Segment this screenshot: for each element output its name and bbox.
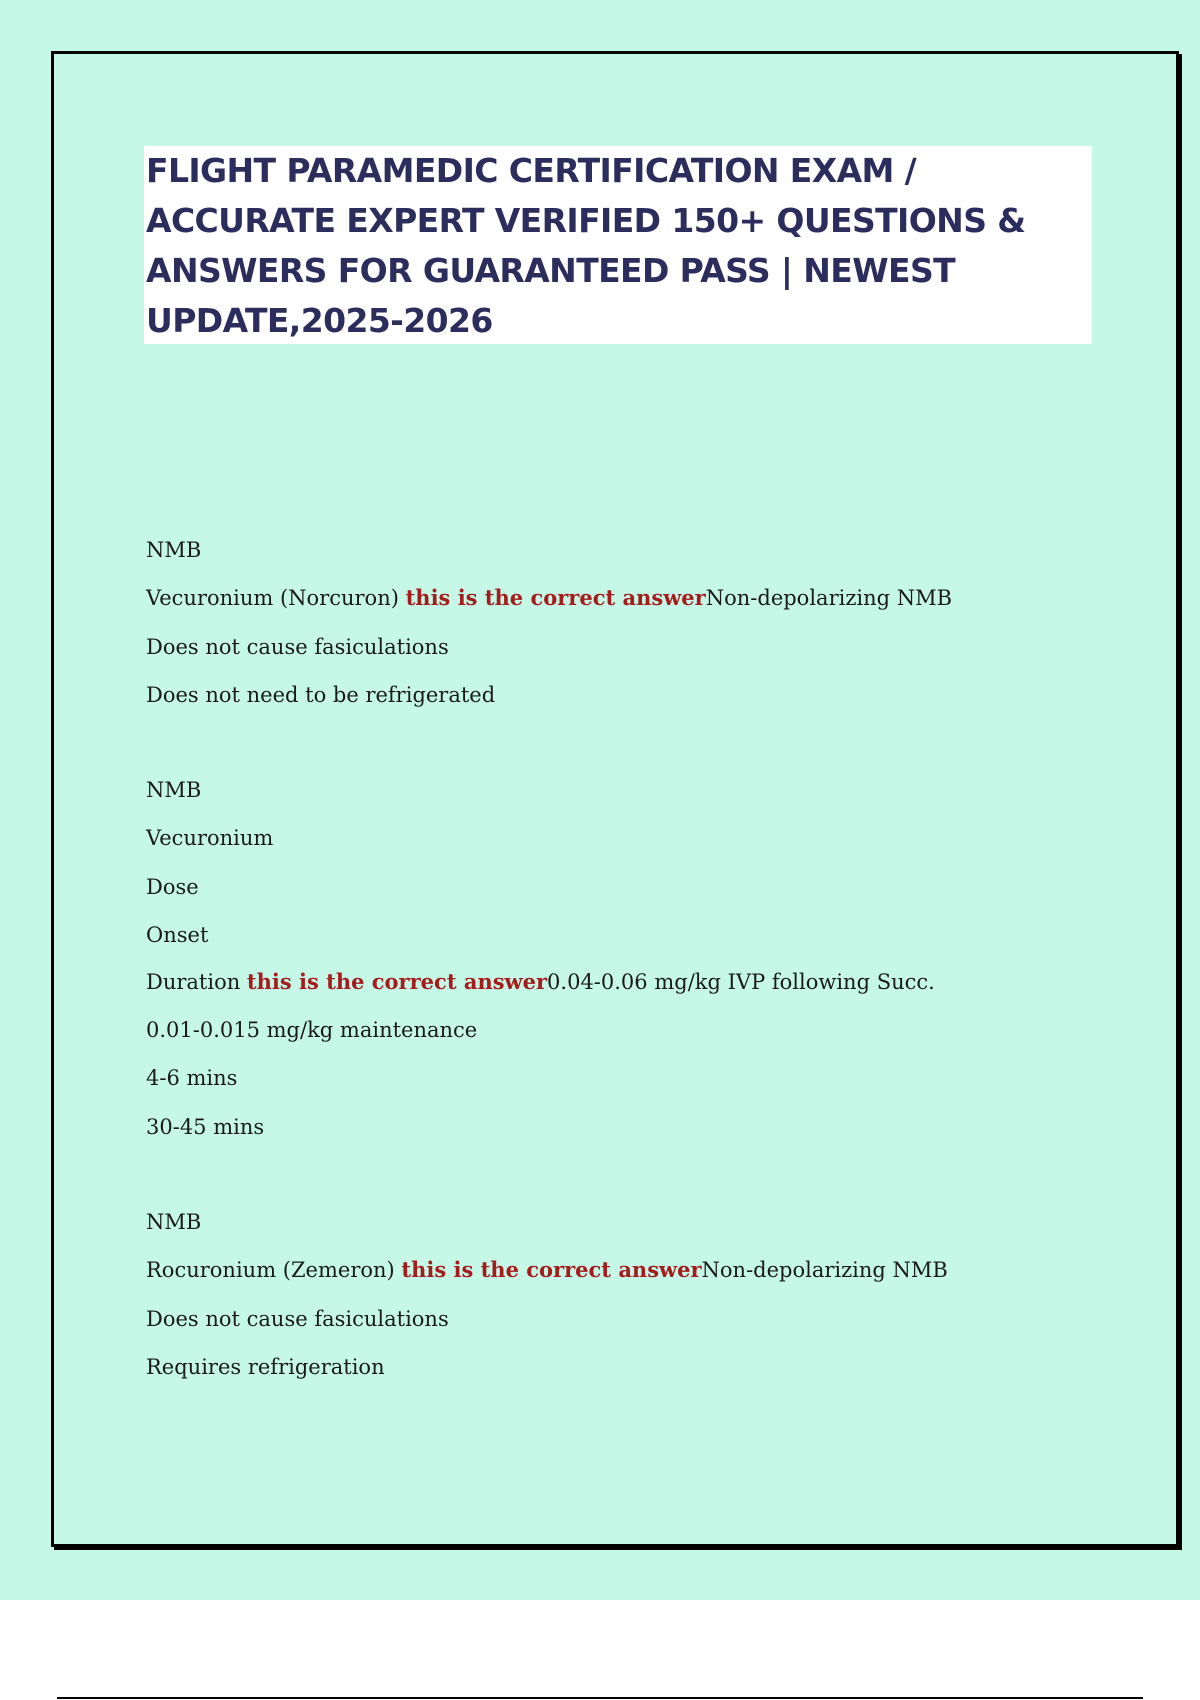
qa-2-answer-line-3: 30-45 mins	[146, 1115, 265, 1139]
footer-rule	[57, 1697, 1143, 1699]
document-title	[146, 146, 1090, 346]
qa-2-correct-answer-marker: this is the correct answer	[246, 969, 548, 994]
qa-2-question-last: Duration	[146, 970, 247, 994]
qa-1-answer-first: Non-depolarizing NMB	[705, 586, 953, 610]
qa-1-heading: NMB	[146, 538, 202, 562]
qa-2-answer-line-2: 4-6 mins	[146, 1066, 238, 1090]
qa-3-answer-line-1: Does not cause fasiculations	[146, 1307, 449, 1331]
qa-3-answer-first: Non-depolarizing NMB	[701, 1258, 948, 1282]
qa-1-question: Vecuronium (Norcuron)	[146, 586, 406, 610]
qa-1-answer-line-1: Does not cause fasiculations	[146, 635, 449, 659]
qa-2-heading: NMB	[146, 778, 202, 802]
title-line-1: FLIGHT PARAMEDIC CERTIFICATION EXAM /	[146, 151, 917, 190]
qa-3-question-line	[146, 1255, 948, 1285]
qa-2-answer-line-1: 0.01-0.015 mg/kg maintenance	[146, 1018, 478, 1042]
qa-2-answer-first: 0.04-0.06 mg/kg IVP following Succ.	[547, 970, 935, 994]
qa-1-correct-answer-marker: this is the correct answer	[405, 585, 706, 610]
qa-2-question-line-2: Dose	[146, 875, 199, 899]
qa-1-answer-line-2: Does not need to be refrigerated	[146, 683, 496, 707]
qa-2-question-answer-line	[146, 967, 935, 997]
qa-3-question: Rocuronium (Zemeron)	[146, 1258, 402, 1282]
title-line-4: UPDATE,2025-2026	[146, 301, 493, 340]
title-line-2: ACCURATE EXPERT VERIFIED 150+ QUESTIONS &	[146, 201, 1026, 240]
qa-2-question-line-3: Onset	[146, 923, 209, 947]
qa-3-correct-answer-marker: this is the correct answer	[401, 1257, 702, 1282]
qa-2-question-line-1: Vecuronium	[146, 826, 274, 850]
qa-3-heading: NMB	[146, 1210, 202, 1234]
qa-3-answer-line-2: Requires refrigeration	[146, 1355, 385, 1379]
title-line-3: ANSWERS FOR GUARANTEED PASS | NEWEST	[146, 251, 956, 290]
qa-1-question-line	[146, 583, 952, 613]
